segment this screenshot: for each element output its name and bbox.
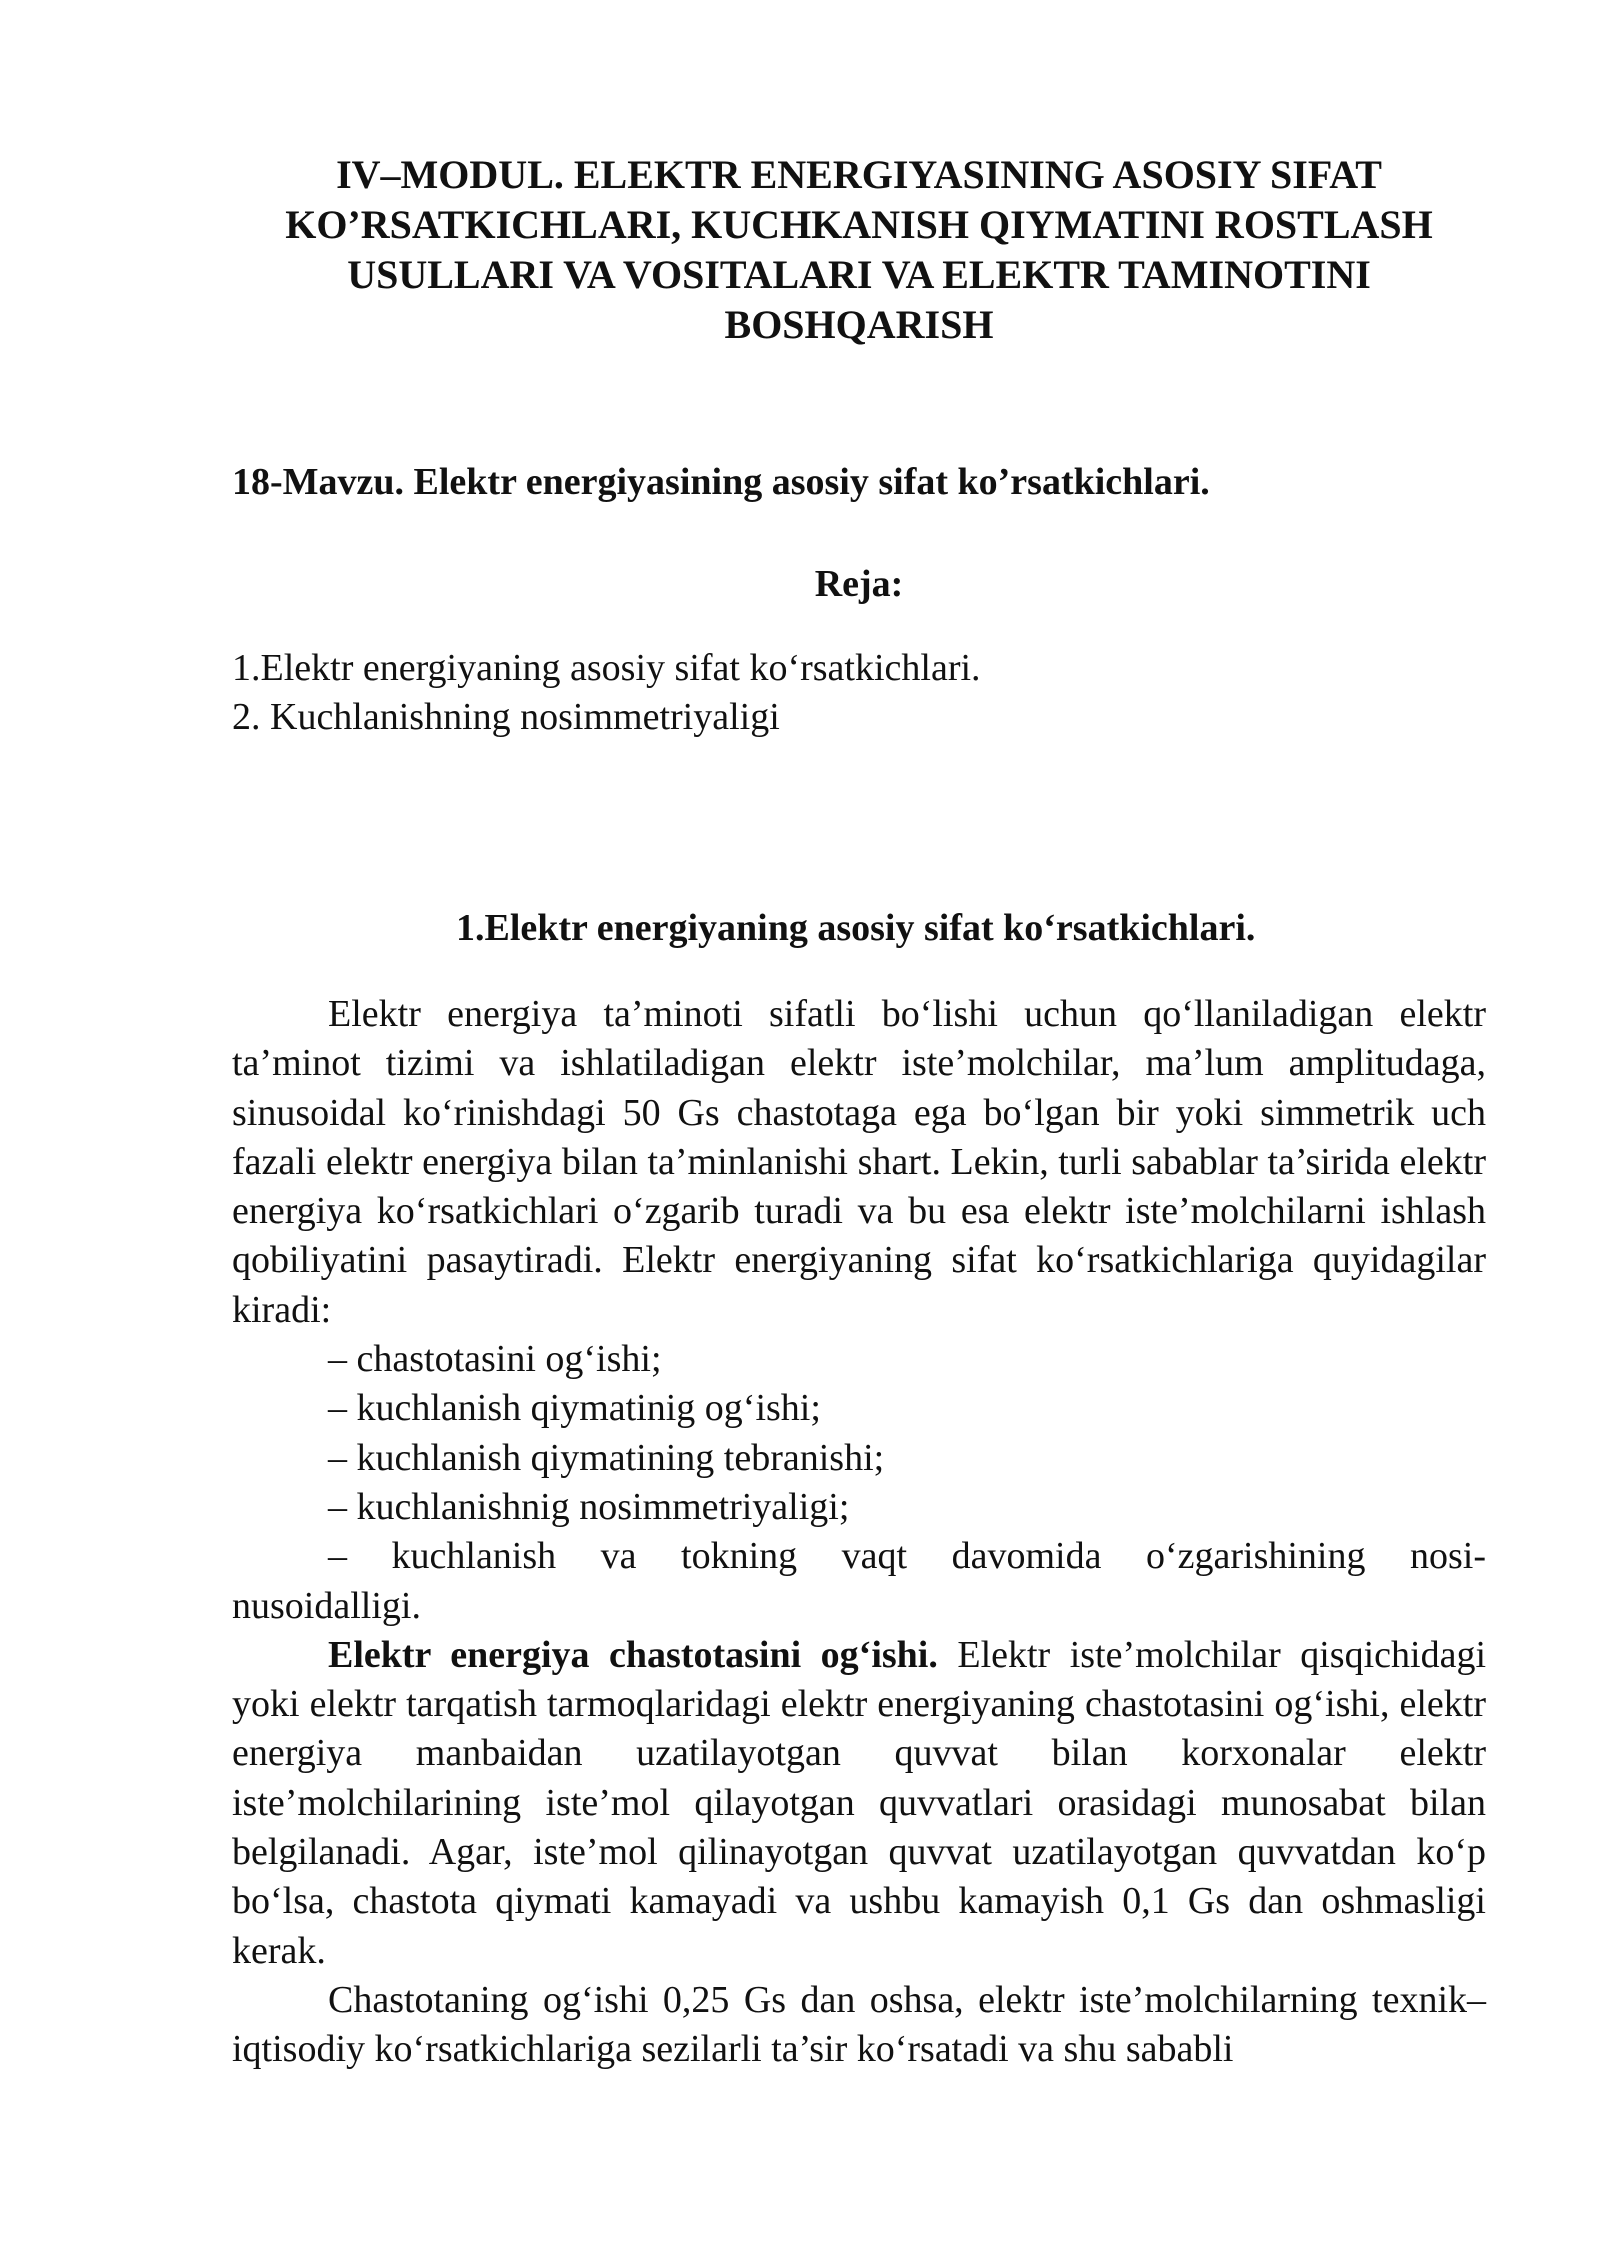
indicator-item-last-line2: nusoidalligi. xyxy=(232,1584,421,1627)
module-title-line: BOSHQARISH xyxy=(724,302,994,347)
quality-indicators-list xyxy=(232,1335,1486,1532)
indicator-item: – kuchlanish qiymatining tebranishi; xyxy=(328,1436,885,1479)
indicator-item-last-line1: – kuchlanish va tokning vaqt davomida o‘zgarishining nosi- xyxy=(328,1535,1486,1578)
document-page xyxy=(232,150,1486,2075)
indicator-item: – kuchlanishnig nosimmetriyaligi; xyxy=(328,1485,850,1528)
module-title xyxy=(232,150,1486,350)
module-title-line: KO’RSATKICHLARI, KUCHKANISH QIYMATINI ROSTLASH xyxy=(285,202,1433,247)
indicator-item: – chastotasini og‘ishi; xyxy=(328,1338,662,1381)
plan-item: 1.Elektr energiyaning asosiy sifat ko‘rsatkichlari. xyxy=(232,647,981,689)
paragraph-text: Elektr iste’molchilar qisqichidagi yoki elektr tarqatish tarmoqlaridagi elektr energiyaning chastotasini og‘ishi, elektr energiya manbaidan uzatilayotgan quvvat bilan korxonalar elektr iste’molchilarining iste’mol qilayotgan quvvatlari orasidagi munosabat bilan belgilanadi. Agar, iste’mol qilinayotgan quvvat uzatilayotgan quvvatdan ko‘p bo‘lsa, chastota qiymati kamayadi va ushbu kamayish 0,1 Gs dan oshmasligi kerak. xyxy=(232,1633,1486,1972)
plan-list xyxy=(232,644,1486,742)
module-title-line: USULLARI VA VOSITALARI VA ELEKTR TAMINOTINI xyxy=(347,252,1371,297)
section-heading: 1.Elektr energiyaning asosiy sifat ko‘rsatkichlari. xyxy=(456,907,1256,949)
paragraph-frequency-deviation xyxy=(232,1631,1486,1976)
plan-heading: Reja: xyxy=(814,563,904,605)
paragraph-frequency-impact: Chastotaning og‘ishi 0,25 Gs dan oshsa, elektr iste’molchilarning texnik–iqtisodiy ko‘rsatkichlariga sezilarli ta’sir ko‘rsatadi va shu sababli xyxy=(232,1978,1486,2071)
indicator-item: – kuchlanish qiymatinig og‘ishi; xyxy=(328,1387,821,1430)
paragraph-intro: Elektr energiya ta’minoti sifatli bo‘lishi uchun qo‘llaniladigan elektr ta’minot tizimi va ishlatiladigan elektr iste’molchilar, ma’lum amplitudaga, sinusoidal ko‘rinishdagi 50 Gs chastotaga ega bo‘lgan bir yoki simmetrik uch fazali elektr energiya bilan ta’minlanishi shart. Lekin, turli sabablar ta’sirida elektr energiya ko‘rsatkichlari o‘zgarib turadi va bu esa elektr iste’molchilarni ishlash qobiliyatini pasaytiradi. Elektr energiyaning sifat ko‘rsatkichlariga quyidagilar kiradi: xyxy=(232,993,1486,1331)
topic-title: 18-Mavzu. Elektr energiyasining asosiy sifat ko’rsatkichlari. xyxy=(232,461,1210,503)
module-title-line: IV–MODUL. ELEKTR ENERGIYASINING ASOSIY SIFAT xyxy=(336,152,1382,197)
paragraph-bold-lead: Elektr energiya chastotasini og‘ishi. xyxy=(328,1633,938,1676)
plan-item: 2. Kuchlanishning nosimmetriyaligi xyxy=(232,696,780,738)
